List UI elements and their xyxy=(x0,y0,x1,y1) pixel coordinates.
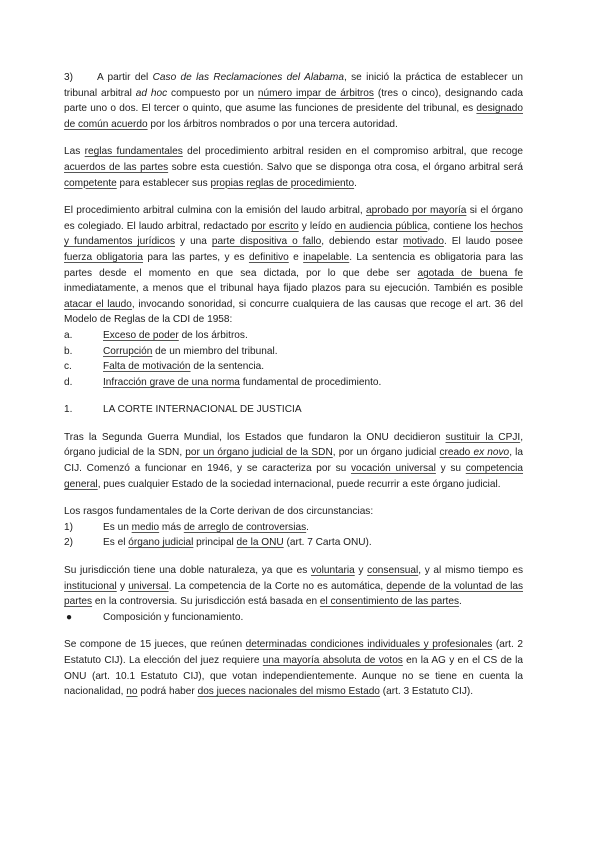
bullet-icon: ● xyxy=(66,611,73,623)
paragraph-composicion: Se compone de 15 jueces, que reúnen determinadas condiciones individuales y profesionales (art. 2 Estatuto CIJ). La elección del juez requiere una mayoría absoluta de votos en la AG y en el CS de la ONU (art. 10.1 Estatuto CIJ), que votan independientemente. Aunque no se tiene en cuenta la nacionalidad, no podrá haber dos jueces nacionales del mismo Estado (art. 3 Estatuto CIJ). xyxy=(64,639,523,698)
paragraph-jurisdiccion: Su jurisdicción tiene una doble naturaleza, ya que es voluntaria y consensual, y al mismo tiempo es institucional y universal. La competencia de la Corte no es automática, depende de la voluntad de las partes en la controversia. Su jurisdicción está basada en el consentimiento de las partes. xyxy=(64,565,524,608)
list-causas xyxy=(64,328,523,390)
list-item: c. Falta de motivación de la sentencia. xyxy=(64,361,265,373)
paragraph-alabama: 3) A partir del Caso de las Reclamaciones del Alabama, se inició la práctica de establecer un tribunal arbitral ad hoc compuesto por un número impar de árbitros (tres o cinco), designando cada parte uno o dos. El tercer o quinto, que asume las funciones de presidente del tribunal, es designado de común acuerdo por los árbitros nombrados o por una tercera autoridad. xyxy=(64,72,524,130)
list-item: b. Corrupción de un miembro del tribunal. xyxy=(64,345,278,357)
list-item: a. Exceso de poder de los árbitros. xyxy=(64,329,248,341)
paragraph-cij-origen: Tras la Segunda Guerra Mundial, los Estados que fundaron la ONU decidieron sustituir la CPJI, órgano judicial de la SDN, por un órgano judicial de la SDN, por un órgano judicial creado ex novo, la CIJ. Comenzó a funcionar en 1946, y se caracteriza por su vocación universal y su competencia general, pues cualquier Estado de la sociedad internacional, puede recurrir a este órgano judicial. xyxy=(64,431,524,490)
bullet-composicion: ● Composición y funcionamiento. xyxy=(64,610,523,626)
list-item: d. Infracción grave de una norma fundamental de procedimiento. xyxy=(64,376,382,388)
paragraph-laudo: El procedimiento arbitral culmina con la emisión del laudo arbitral, aprobado por mayoría si el órgano es colegiado. El laudo arbitral, redactado por escrito y leído en audiencia pública, contiene los hechos y fundamentos jurídicos y una parte dispositiva o fallo, debiendo estar motivado. El laudo posee fuerza obligatoria para las partes, y es definitivo e inapelable. La sentencia es obligatoria para las partes desde el momento en que sea dictada, por lo que debe ser agotada de buena fe inmediatamente, a menos que el tribunal haya fijado plazos para su ejecución. También es posible atacar el laudo, invocando sonoridad, si concurre cualquiera de las causas que recoge el art. 36 del Modelo de Reglas de la CDI de 1958: xyxy=(64,205,524,326)
list-item: 1) Es un medio más de arreglo de controversias. xyxy=(64,521,309,533)
paragraph-rasgos: Los rasgos fundamentales de la Corte derivan de dos circunstancias: xyxy=(64,506,374,518)
paragraph-reglas: Las reglas fundamentales del procedimiento arbitral residen en el compromiso arbitral, que recoge acuerdos de las partes sobre esta cuestión. Salvo que se disponga otra cosa, el órgano arbitral será competente para establecer sus propias reglas de procedimiento. xyxy=(64,146,523,189)
list-rasgos xyxy=(64,520,523,551)
paragraph-number: 3) xyxy=(64,72,73,83)
section-heading: 1. LA CORTE INTERNACIONAL DE JUSTICIA xyxy=(64,404,302,416)
list-item: 2) Es el órgano judicial principal de la ONU (art. 7 Carta ONU). xyxy=(64,537,372,549)
